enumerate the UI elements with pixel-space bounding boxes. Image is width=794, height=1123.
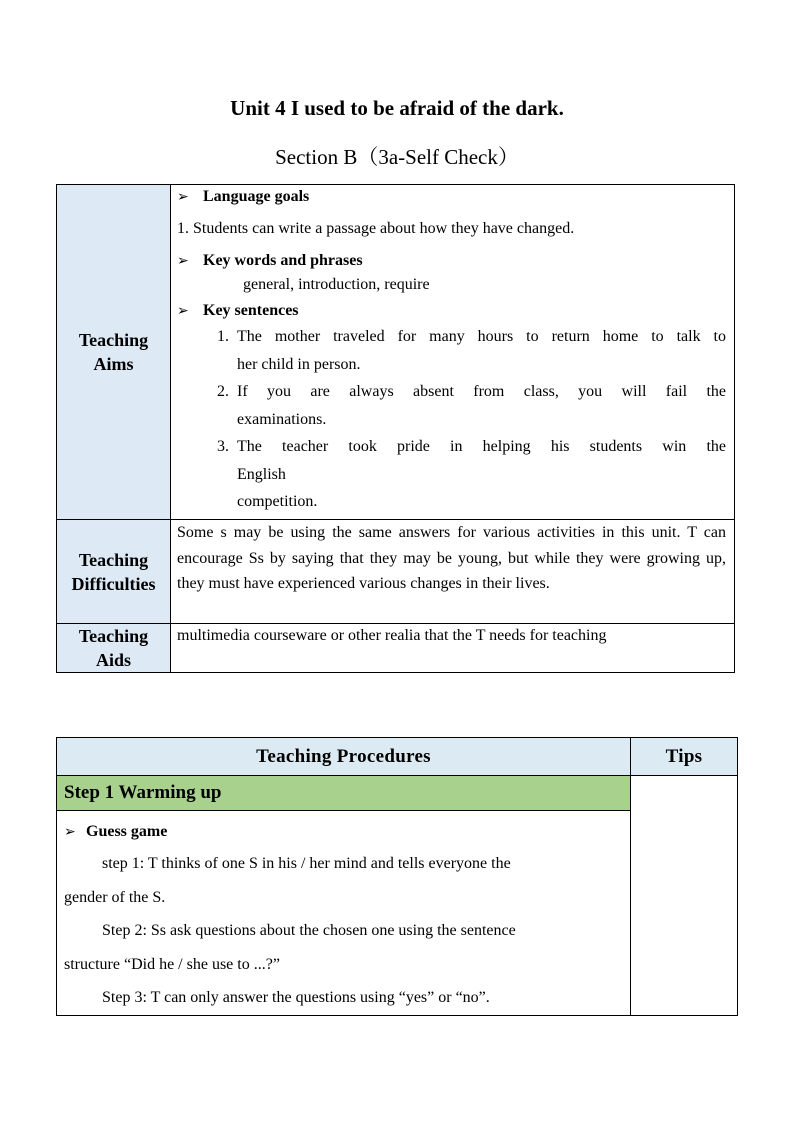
procedure-line: step 1: T thinks of one S in his / her mind and tells everyone the	[102, 855, 511, 872]
difficulties-text: Some s may be using the same answers for various activities in this unit. T can encourage Ss by saying that they may be young, but while they were growing up, they must have experienced various changes in their lives.	[177, 524, 726, 592]
teaching-difficulties-label	[57, 520, 171, 624]
arrow-bullet-icon: ➢	[177, 303, 189, 319]
key-sentence-3	[177, 433, 726, 516]
procedure-line: Step 3: T can only answer the questions using “yes” or “no”.	[102, 989, 490, 1006]
sentence-number: 1.	[217, 328, 229, 345]
teaching-difficulties-content	[171, 520, 735, 624]
sentence-continuation: her child in person.	[237, 355, 361, 373]
arrow-bullet-icon: ➢	[64, 824, 76, 840]
key-words-list: general, introduction, require	[243, 276, 430, 293]
aids-text: multimedia courseware or other realia that the T needs for teaching	[177, 627, 607, 644]
arrow-bullet-icon: ➢	[177, 253, 189, 269]
heading-text: Key sentences	[203, 302, 299, 319]
document-subtitle: Section B（3a-Self Check）	[275, 145, 519, 169]
procedures-header-row	[57, 738, 738, 776]
key-words-heading	[177, 249, 726, 273]
teaching-aims-row	[57, 185, 735, 520]
teaching-aims-label	[57, 185, 171, 520]
label-line: Teaching	[78, 626, 149, 646]
sentence-number: 3.	[217, 438, 229, 455]
procedure-line: Step 2: Ss ask questions about the chosen one using the sentence	[102, 922, 516, 939]
label-line: Aids	[95, 650, 131, 670]
sentence-continuation: competition.	[237, 493, 318, 510]
sentence-number: 2.	[217, 383, 229, 400]
teaching-difficulties-row	[57, 520, 735, 624]
tips-header: Tips	[631, 738, 738, 776]
teaching-aims-table	[56, 184, 735, 673]
sentence-text: The mother traveled for many hours to return home to talk to	[237, 328, 726, 345]
sentence-text: The teacher took pride in helping his students win the	[237, 438, 726, 455]
heading-text: Guess game	[86, 823, 168, 840]
step1-content	[57, 811, 631, 1016]
document-title: Unit 4 I used to be afraid of the dark.	[230, 96, 564, 120]
language-goals-heading	[177, 185, 726, 209]
procedure-line: structure “Did he / she use to ...?”	[64, 955, 280, 973]
label-line: Teaching	[78, 549, 149, 570]
sentence-text: If you are always absent from class, you will fail the	[237, 383, 726, 400]
heading-text: Language goals	[203, 188, 310, 205]
teaching-aims-content	[171, 185, 735, 520]
procedures-header: Teaching Procedures	[57, 738, 631, 776]
step1-title: Step 1 Warming up	[57, 776, 631, 811]
language-goals-item: 1. Students can write a passage about how they have changed.	[177, 220, 575, 237]
label-line: Difficulties	[71, 573, 156, 594]
teaching-procedures-table	[56, 737, 738, 1016]
heading-text: Key words and phrases	[203, 252, 363, 269]
arrow-bullet-icon: ➢	[177, 189, 189, 205]
sentence-continuation: examinations.	[237, 410, 327, 428]
label-line: Teaching	[78, 330, 149, 350]
key-sentence-1	[177, 323, 726, 378]
key-sentence-2	[177, 378, 726, 433]
guess-game-heading	[64, 817, 622, 847]
tips-cell	[631, 776, 738, 1016]
procedure-line: gender of the S.	[64, 888, 166, 906]
key-sentences-heading	[177, 299, 726, 323]
teaching-aids-label	[57, 624, 171, 673]
sentence-continuation: English	[237, 465, 286, 483]
step1-row	[57, 776, 738, 811]
label-line: Aims	[93, 354, 134, 374]
teaching-aids-content	[171, 624, 735, 673]
teaching-aids-row	[57, 624, 735, 673]
